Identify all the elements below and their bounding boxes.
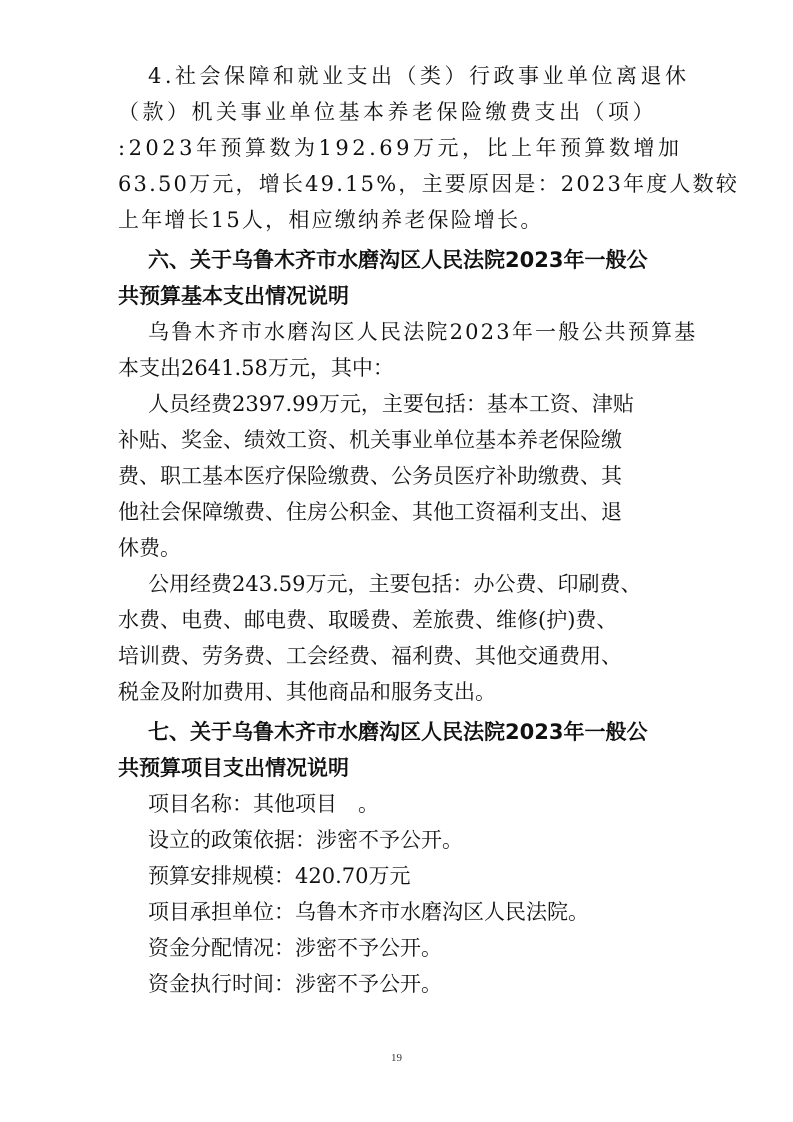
- paragraph-line: 休费。: [118, 536, 181, 560]
- section-heading: 七、关于乌鲁木齐市水磨沟区人民法院2023年一般公: [148, 720, 648, 744]
- paragraph-line: 本支出2641.58万元，其中：: [118, 356, 394, 380]
- section-heading: 六、关于乌鲁木齐市水磨沟区人民法院2023年一般公: [148, 248, 648, 272]
- list-item: 项目名称：其他项目 。: [148, 792, 379, 816]
- paragraph-line: 补贴、奖金、绩效工资、机关事业单位基本养老保险缴: [118, 428, 622, 452]
- paragraph-line: 他社会保障缴费、住房公积金、其他工资福利支出、退: [118, 500, 622, 524]
- section-heading: 共预算基本支出情况说明: [118, 284, 349, 308]
- section-heading: 共预算项目支出情况说明: [118, 756, 349, 780]
- paragraph-line: 人员经费2397.99万元，主要包括：基本工资、津贴: [148, 392, 634, 416]
- paragraph-line: 上年增长15人，相应缴纳养老保险增长。: [118, 208, 544, 232]
- paragraph-line: 公用经费243.59万元，主要包括：办公费、印刷费、: [148, 572, 642, 596]
- paragraph-line: 乌鲁木齐市水磨沟区人民法院2023年一般公共预算基: [148, 320, 698, 344]
- paragraph-line: 税金及附加费用、其他商品和服务支出。: [118, 680, 496, 704]
- list-item: 资金分配情况：涉密不予公开。: [148, 936, 442, 960]
- paragraph-line: 63.50万元，增长49.15%，主要原因是：2023年度人数较: [118, 172, 740, 196]
- list-item: 预算安排规模：420.70万元: [148, 864, 411, 888]
- paragraph-line: 费、职工基本医疗保险缴费、公务员医疗补助缴费、其: [118, 464, 622, 488]
- list-item: 项目承担单位：乌鲁木齐市水磨沟区人民法院。: [148, 900, 589, 924]
- paragraph-line: 4.社会保障和就业支出（类）行政事业单位离退休: [148, 64, 690, 88]
- list-item: 设立的政策依据：涉密不予公开。: [148, 828, 463, 852]
- list-item: 资金执行时间：涉密不予公开。: [148, 972, 442, 996]
- page-number: 19: [391, 1052, 402, 1064]
- paragraph-line: （款）机关事业单位基本养老保险缴费支出（项）: [118, 100, 657, 124]
- paragraph-line: 培训费、劳务费、工会经费、福利费、其他交通费用、: [118, 644, 622, 668]
- paragraph-line: 水费、电费、邮电费、取暖费、差旅费、维修(护)费、: [118, 608, 618, 632]
- paragraph-line: :2023年预算数为192.69万元，比上年预算数增加: [118, 136, 683, 160]
